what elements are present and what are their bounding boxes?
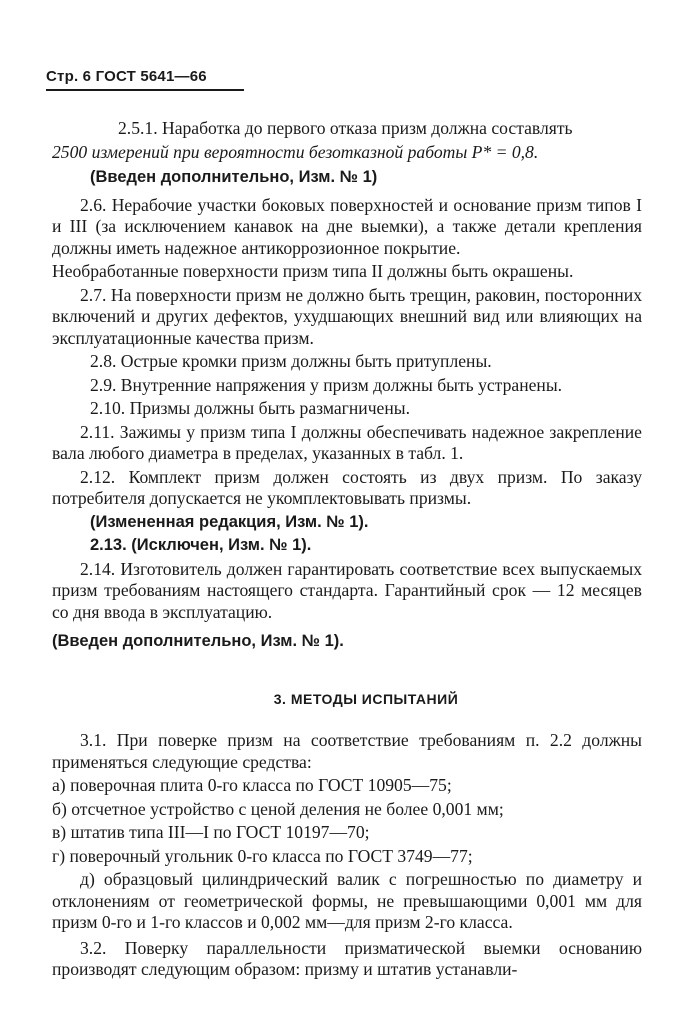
para-2-5-1-line1: 2.5.1. Наработка до первого отказа призм должна составлять (118, 118, 573, 138)
para-2-10: 2.10. Призмы должны быть размагничены. (90, 398, 410, 418)
para-2-12: 2.12. Комплект призм должен состоять из двух призм. По заказу потребителя допускается не укомплектовывать призмы. (52, 466, 642, 508)
para-2-7: 2.7. На поверхности призм не должно быть трещин, раковин, посторонних включений и других дефектов, ухудшающих внешний вид или влияющих на эксплуатационные качества призм. (52, 284, 642, 348)
list-item-d: д) образцовый цилиндрический валик с погрешностью по диаметру и отклонениям от геометрической формы, не превышающими 0,001 мм для призм 0-го и 1-го классов и 0,002 мм—для призм 2-го класса. (52, 869, 642, 932)
note-changed: (Измененная редакция, Изм. № 1). (90, 512, 369, 531)
list-item-v: в) штатив типа III—I по ГОСТ 10197—70; (52, 822, 370, 842)
para-2-11: 2.11. Зажимы у призм типа I должны обеспечивать надежное закрепление вала любого диаметра в пределах, указанных в табл. 1. (52, 421, 642, 463)
para-2-6-unfinished: Необработанные поверхности призм типа II должны быть окрашены. (52, 261, 574, 281)
note-added-2: (Введен дополнительно, Изм. № 1). (52, 632, 344, 650)
note-added-1: (Введен дополнительно, Изм. № 1) (90, 168, 378, 186)
list-item-a: а) поверочная плита 0-го класса по ГОСТ 10905—75; (52, 775, 452, 795)
para-3-2: 3.2. Поверку параллельности призматической выемки основанию производят следующим образом: призму и штатив устанавли- (52, 937, 642, 979)
para-2-5-1-line2: 2500 измерений при вероятности безотказной работы P* = 0,8. (52, 141, 539, 162)
para-2-6: 2.6. Нерабочие участки боковых поверхностей и основание призм типов I и III (за исключением канавок на дне выемки), а также детали крепления должны иметь надежное антикоррозионное покрытие. (52, 194, 642, 258)
section-title: 3. МЕТОДЫ ИСПЫТАНИЙ (273, 690, 459, 707)
para-2-14: 2.14. Изготовитель должен гарантировать соответствие всех выпускаемых призм требованиям настоящего стандарта. Гарантийный срок — 12 месяцев со дня ввода в эксплуатацию. (52, 558, 642, 622)
document-body (52, 118, 642, 983)
para-2-8: 2.8. Острые кромки призм должны быть притуплены. (90, 351, 492, 371)
para-2-9: 2.9. Внутренние напряжения у призм должны быть устранены. (90, 374, 563, 395)
para-3-1: 3.1. При поверке призм на соответствие требованиям п. 2.2 должны применяться следующие средства: (52, 730, 642, 772)
list-item-g: г) поверочный угольник 0-го класса по ГОСТ 3749—77; (52, 845, 473, 866)
list-item-b: б) отсчетное устройство с ценой деления не более 0,001 мм; (52, 798, 504, 819)
para-2-13: 2.13. (Исключен, Изм. № 1). (90, 536, 312, 554)
page-header: Стр. 6 ГОСТ 5641—66 (46, 68, 244, 91)
